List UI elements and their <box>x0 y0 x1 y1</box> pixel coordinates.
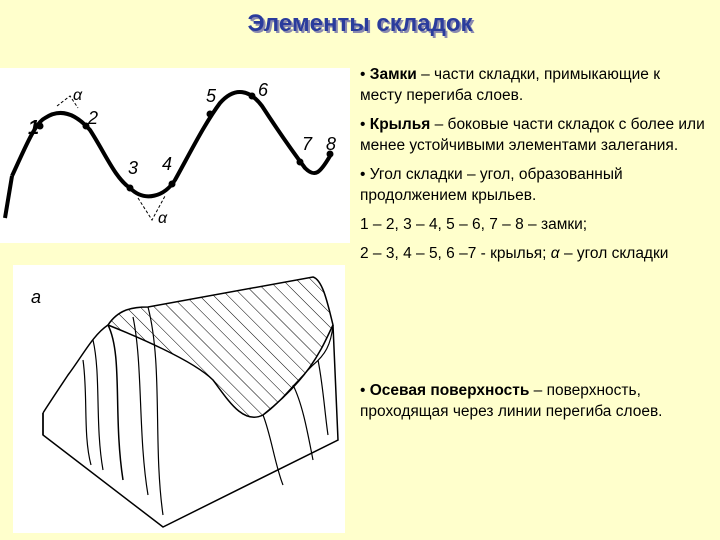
fold-3d-diagram <box>13 265 345 533</box>
paragraph-zamki: • Замки – части складки, примыкающие к месту перегиба слоев. <box>360 64 705 106</box>
label-1: 1 <box>28 117 40 139</box>
label-7: 7 <box>302 134 313 154</box>
angle-label-top: α <box>73 87 83 104</box>
fold-curve <box>12 92 330 196</box>
label-8: 8 <box>326 134 337 154</box>
fold-profile-diagram <box>0 68 350 243</box>
figure-label-a: а <box>31 287 42 307</box>
axial-surface-paragraph: • Осевая поверхность – поверхность, проходящая через линии перегиба слоев. <box>360 380 690 430</box>
paragraph-wings: 2 – 3, 4 – 5, 6 –7 - крылья; α – угол складки <box>360 245 669 262</box>
page-title: Элементы складок <box>247 10 473 37</box>
label-6: 6 <box>258 80 269 100</box>
label-4: 4 <box>162 154 173 174</box>
paragraph-krylya: • Крылья – боковые части складок с более или менее устойчивыми элементами залегания. <box>360 114 705 156</box>
label-3: 3 <box>128 158 139 178</box>
text-column <box>360 64 705 272</box>
label-5: 5 <box>206 86 217 106</box>
angle-label-bottom: α <box>158 210 168 227</box>
label-2: 2 <box>88 108 99 128</box>
paragraph-locks: 1 – 2, 3 – 4, 5 – 6, 7 – 8 – замки; <box>360 216 588 233</box>
paragraph-ugol: • Угол складки – угол, образованный продолжением крыльев. <box>360 164 705 206</box>
